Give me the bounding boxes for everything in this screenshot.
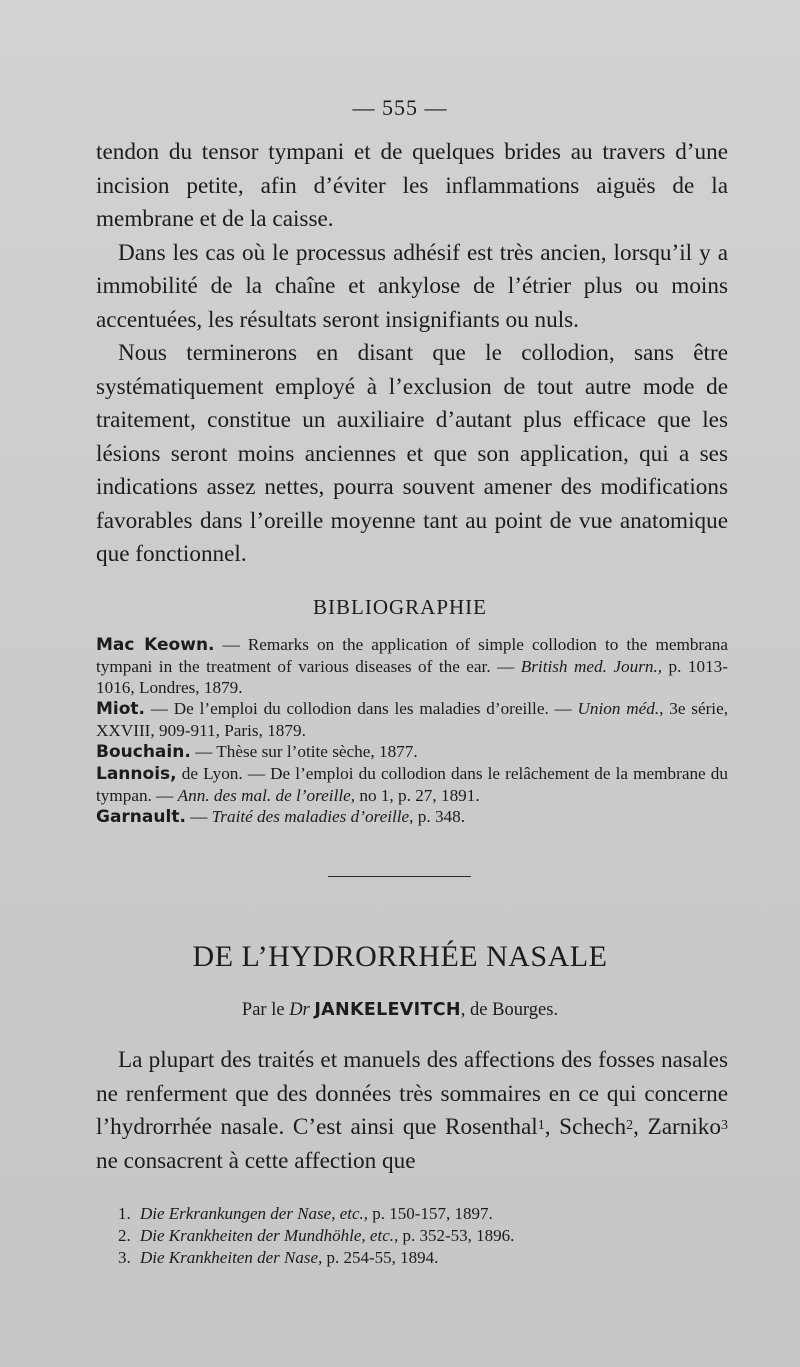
- bib-source: Ann. des mal. de l’oreille,: [177, 786, 356, 805]
- page-number: — 555 —: [352, 95, 448, 120]
- bib-tail: p. 348.: [413, 807, 466, 826]
- bib-text: —: [185, 807, 212, 826]
- paragraph: [96, 1044, 728, 1178]
- footnote-ref: 3: [721, 1118, 728, 1134]
- footnote-ref: 1: [537, 1118, 545, 1134]
- footnote-rest: p. 150-157, 1897.: [368, 1204, 493, 1223]
- bib-source: British med. Journ.,: [520, 657, 663, 676]
- bib-text: — Remarks on the application of simple collodion to the membrana tympani in the treatment of various diseases of the ear. —: [96, 635, 728, 676]
- footnote-number: 3.: [118, 1248, 131, 1267]
- bib-text: de Lyon. — De l’emploi du collodion dans le relâchement de la membrane du tympan. —: [96, 764, 728, 805]
- bibliography-list: [96, 634, 728, 828]
- bib-text: — De l’emploi du collodion dans les maladies d’oreille. —: [145, 699, 578, 718]
- byline-suffix: , de Bourges.: [460, 1000, 559, 1020]
- article-byline: [0, 1000, 800, 1021]
- paragraph: tendon du tensor tympani et de quelques brides au travers d’une incision petite, afin d’éviter les inflammations aiguës de la membrane et de la caisse.: [96, 139, 728, 232]
- bibliography-entry: [96, 634, 728, 698]
- bibliography-entry: [96, 806, 728, 828]
- text-run: , Zarniko: [633, 1114, 721, 1140]
- footnote-title: Die Krankheiten der Mundhöhle, etc.,: [140, 1226, 399, 1245]
- author-name: JANKELEVITCH: [314, 1000, 461, 1020]
- footnotes: [118, 1203, 728, 1269]
- footnote: [118, 1247, 728, 1269]
- bibliography-entry: [96, 763, 728, 806]
- bibliography-heading: BIBLIOGRAPHIE: [313, 595, 487, 619]
- footnote-number: 1.: [118, 1204, 131, 1223]
- footnote: [118, 1203, 728, 1225]
- section-divider: [328, 876, 471, 877]
- bib-author: Mac Keown.: [96, 635, 215, 655]
- article-text: [96, 1044, 728, 1178]
- footnote-number: 2.: [118, 1226, 131, 1245]
- bib-tail: 3e série, XXVIII, 909-911, Paris, 1879.: [96, 699, 728, 740]
- paragraph: Nous terminerons en disant que le collodion, sans être systématiquement employé à l’exclusion de tout autre mode de traitement, constitue un auxiliaire d’autant plus efficace que les lésions seront moins anciennes et que son application, qui a ses indications assez nettes, pourra souvent amener des modifications favorables dans l’oreille moyenne tant au point de vue anatomique que fonctionnel.: [96, 340, 728, 567]
- bib-author: Miot.: [96, 699, 146, 719]
- text-run: , Schech: [544, 1114, 627, 1140]
- bib-tail: p. 1013-1016, Londres, 1879.: [96, 657, 728, 697]
- bib-author: Garnault.: [96, 807, 186, 827]
- footnote-rest: p. 254-55, 1894.: [322, 1248, 439, 1267]
- bib-tail: no 1, p. 27, 1891.: [355, 786, 480, 805]
- text-run: La plupart des traités et manuels des affections des fosses nasales ne renferment que des données très sommaires en ce qui concerne l’hydrorrhée nasale. C’est ainsi que Rosenthal: [96, 1047, 728, 1140]
- bib-text: — Thèse sur l’otite sèche, 1877.: [190, 742, 418, 761]
- footnote: [118, 1225, 728, 1247]
- byline-prefix: Par le: [241, 1000, 290, 1020]
- article-title: DE L’HYDRORRHÉE NASALE: [192, 940, 608, 973]
- footnote-rest: p. 352-53, 1896.: [398, 1226, 515, 1245]
- bibliography-entry: [96, 698, 728, 741]
- intro-text: [96, 136, 728, 572]
- bib-author: Bouchain.: [96, 742, 191, 762]
- byline-title: Dr: [289, 1000, 310, 1020]
- footnote-title: Die Erkrankungen der Nase, etc.,: [140, 1204, 369, 1223]
- footnote-ref: 2: [626, 1118, 634, 1134]
- bibliography-entry: [96, 741, 728, 763]
- text-run: ne consacrent à cette affection que: [96, 1147, 416, 1174]
- bib-author: Lannois,: [96, 764, 177, 784]
- paragraph: Dans les cas où le processus adhésif est très ancien, lorsqu’il y a immobilité de la chaîne et ankylose de l’étrier plus ou moins accentuées, les résultats seront insignifiants ou nuls.: [96, 239, 728, 333]
- bib-source: Union méd.,: [577, 699, 664, 718]
- bib-source: Traité des maladies d’oreille,: [211, 807, 414, 826]
- footnote-title: Die Krankheiten der Nase,: [140, 1248, 323, 1267]
